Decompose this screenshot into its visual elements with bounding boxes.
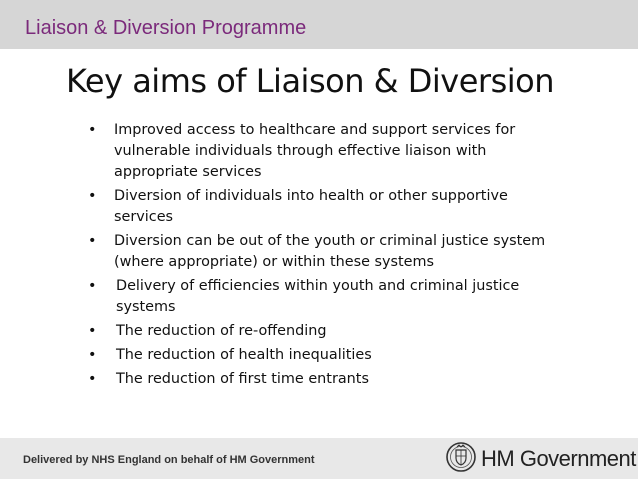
- aims-list: [88, 120, 548, 393]
- bullet-text: Improved access to healthcare and support services for vulnerable individuals through effective liaison with appropriate services: [114, 122, 516, 180]
- list-item: [88, 345, 548, 366]
- bullet-text: The reduction of re-offending: [116, 323, 327, 339]
- list-item: [88, 321, 548, 342]
- royal-crest-icon: [445, 441, 477, 473]
- bullet-text: Diversion can be out of the youth or criminal justice system (where appropriate) or within these systems: [114, 233, 546, 270]
- bullet-dot: •: [88, 122, 97, 138]
- list-item: [88, 231, 548, 273]
- list-item: [88, 186, 548, 228]
- list-item: [88, 120, 548, 183]
- bullet-dot: •: [88, 323, 97, 339]
- bullet-text: Delivery of efficiencies within youth and criminal justice systems: [116, 278, 520, 315]
- bullet-dot: •: [88, 278, 97, 294]
- programme-title: Liaison & Diversion Programme: [25, 17, 307, 39]
- bullet-text: The reduction of health inequalities: [116, 347, 372, 363]
- bullet-text: The reduction of first time entrants: [116, 371, 369, 387]
- bullet-text: Diversion of individuals into health or other supportive services: [114, 188, 508, 225]
- bullet-dot: •: [88, 233, 97, 249]
- delivered-by-text: Delivered by NHS England on behalf of HM Government: [23, 454, 315, 466]
- slide-title: Key aims of Liaison & Diversion: [66, 62, 554, 100]
- bullet-dot: •: [88, 188, 97, 204]
- list-item: [88, 369, 548, 390]
- list-item: [88, 276, 548, 318]
- hm-government-logo-text: HM Government: [481, 446, 636, 471]
- bullet-dot: •: [88, 347, 97, 363]
- bullet-dot: •: [88, 371, 97, 387]
